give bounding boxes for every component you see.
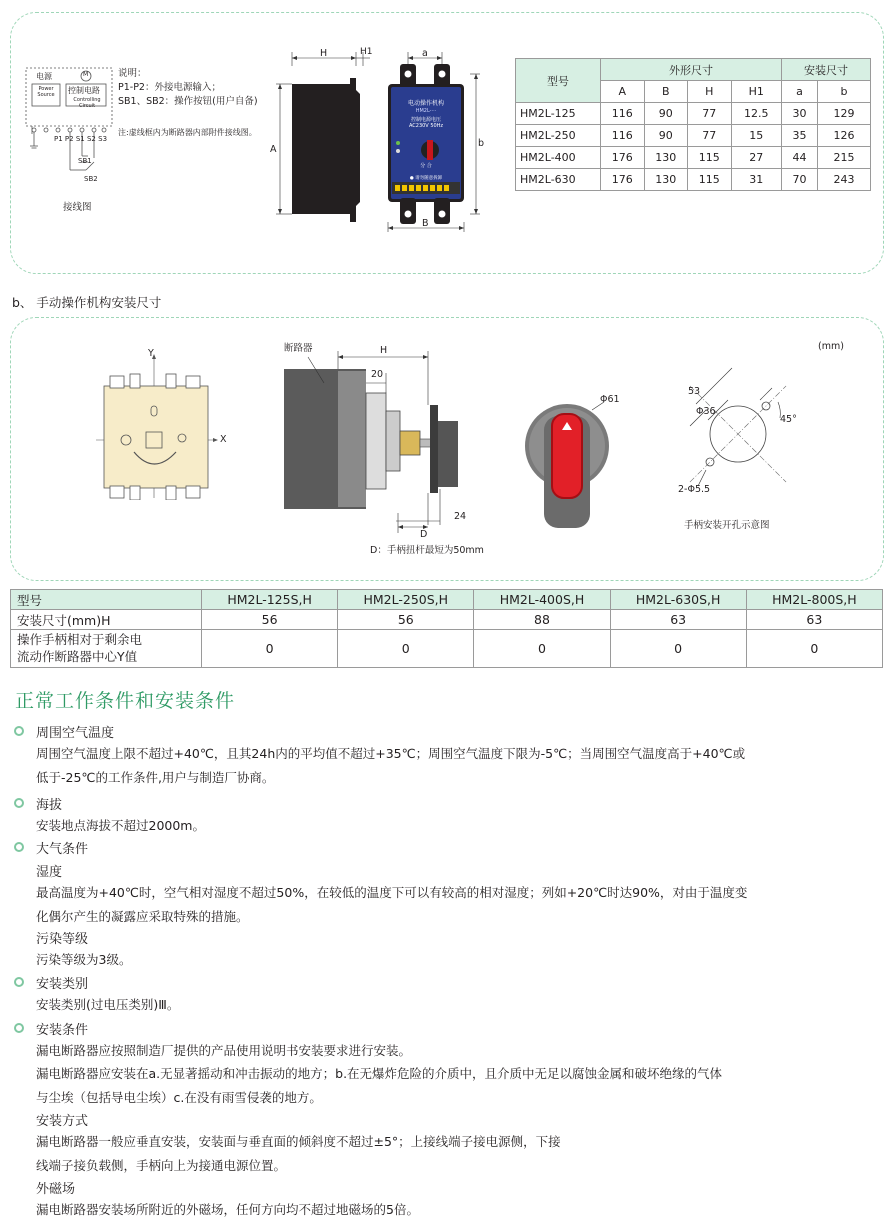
t1-cell: 35	[781, 125, 817, 147]
t1-cell: HM2L-630	[516, 169, 601, 191]
unit-label: (mm)	[818, 341, 844, 352]
altitude-text: 安装地点海拔不超过2000m。	[36, 818, 205, 833]
pollution-text: 污染等级为3级。	[36, 952, 132, 967]
bullet-icon	[14, 1023, 24, 1033]
t2-cell: 0	[202, 630, 338, 668]
control-label-en: Controlling Circuit	[73, 97, 101, 109]
install-text-2: 漏电断路器应安装在a.无显著摇动和冲击振动的地方；b.在无爆炸危险的介质中，且介质中无足以腐蚀金属和破坏绝缘的气体	[36, 1066, 723, 1081]
t1-cell: HM2L-400	[516, 147, 601, 169]
atmosphere-heading: 大气条件	[36, 842, 89, 857]
t2-row1-label: 安装尺寸(mm)H	[11, 610, 202, 630]
manual-operator-table	[10, 589, 883, 668]
temp-text-1: 周围空气温度上限不超过+40℃，且其24h内的平均值不超过+35℃；周围空气温度下限为-5℃；当周围空气温度高于+40℃或	[36, 746, 746, 761]
section-b-title: b、 手动操作机构安装尺寸	[12, 295, 162, 310]
t2-head-cell: HM2L-630S,H	[610, 590, 746, 610]
t1-cell: 126	[818, 125, 871, 147]
t1-cell: 27	[731, 147, 781, 169]
t1-cell: HM2L-250	[516, 125, 601, 147]
dim-b: b	[478, 138, 485, 149]
t1-sub-H1: H1	[731, 81, 781, 103]
dim-phi61: Φ61	[600, 394, 620, 405]
t2-cell: 63	[610, 610, 746, 630]
t1-cell: 176	[601, 169, 645, 191]
dim-a: a	[422, 48, 428, 59]
t1-cell: 77	[688, 103, 732, 125]
t1-sub-H: H	[688, 81, 732, 103]
t1-cell: 115	[688, 169, 732, 191]
dim-24: 24	[454, 511, 467, 522]
dim-H-side: H	[320, 48, 328, 59]
t2-row2-label	[11, 630, 202, 668]
table-row	[11, 610, 883, 630]
t1-cell: 44	[781, 147, 817, 169]
panel-line-3: AC230V 50Hz	[408, 123, 444, 129]
bullet-icon	[14, 977, 24, 987]
bullet-icon	[14, 842, 24, 852]
t2-head-cell: HM2L-800S,H	[746, 590, 882, 610]
t1-cell: 243	[818, 169, 871, 191]
hole-caption: 手柄安装开孔示意图	[684, 520, 770, 531]
dim-20: 20	[371, 369, 384, 380]
t1-cell: 15	[731, 125, 781, 147]
conditions-title: 正常工作条件和安装条件	[15, 690, 236, 712]
mounting-hole-diagram	[668, 362, 808, 502]
t2-head-cell: HM2L-125S,H	[202, 590, 338, 610]
handle-side-view	[278, 343, 478, 543]
power-label-en: Power Source	[37, 86, 55, 98]
t1-group-install: 安装尺寸	[781, 59, 870, 81]
dim-H-handle: H	[380, 345, 388, 356]
t1-sub-a: a	[781, 81, 817, 103]
mounting-heading: 安装方式	[36, 1114, 89, 1129]
t1-cell: 30	[781, 103, 817, 125]
t1-sub-b: b	[818, 81, 871, 103]
front-view-drawing	[380, 50, 486, 240]
table-row	[516, 169, 871, 191]
motor-symbol: M	[83, 71, 89, 78]
notes-line-2: SB1、SB2：操作按钮(用户自备)	[118, 96, 258, 107]
magnetic-text: 漏电断路器安装场所附近的外磁场，任何方向均不超过地磁场的5倍。	[36, 1202, 419, 1217]
bullet-icon	[14, 726, 24, 736]
dim-A: A	[270, 144, 277, 155]
sb2-label: SB2	[84, 175, 98, 183]
panel-line-1: HM2L-···	[415, 108, 437, 114]
t2-cell: 0	[338, 630, 474, 668]
t1-cell: 116	[601, 125, 645, 147]
install-heading: 安装条件	[36, 1023, 89, 1038]
panel-small: 分 合	[420, 163, 432, 169]
t1-cell: 70	[781, 169, 817, 191]
t2-cell: 63	[746, 610, 882, 630]
note-D: D：手柄扭杆最短为50mm	[370, 545, 484, 556]
t1-sub-A: A	[601, 81, 645, 103]
t2-head-cell: HM2L-400S,H	[474, 590, 610, 610]
dim-phi36: Φ36	[696, 406, 716, 417]
t1-sub-B: B	[644, 81, 688, 103]
t2-cell: 0	[746, 630, 882, 668]
power-label-cn: 电源	[36, 72, 52, 81]
magnetic-heading: 外磁场	[36, 1182, 76, 1197]
breaker-label: 断路器	[284, 343, 313, 354]
table-row	[11, 630, 883, 668]
mounting-text-2: 线端子接负载侧，手柄向上为接通电源位置。	[36, 1158, 287, 1173]
table-row	[516, 103, 871, 125]
install-text-1: 漏电断路器应按照制造厂提供的产品使用说明书安装要求进行安装。	[36, 1043, 412, 1058]
table-row	[516, 125, 871, 147]
bullet-icon	[14, 798, 24, 808]
sb1-label: SB1	[78, 157, 92, 165]
temp-text-2: 低于-25℃的工作条件,用户与制造厂协商。	[36, 770, 275, 785]
handle-front-view	[96, 348, 232, 500]
t2-head-model: 型号	[11, 590, 202, 610]
humidity-text-1: 最高温度为+40℃时，空气相对湿度不超过50%，在较低的温度下可以有较高的相对湿度；列如+20℃时达90%，对由于温度变	[36, 885, 748, 900]
category-text: 安装类别(过电压类别)Ⅲ。	[36, 997, 180, 1012]
t1-cell: 130	[644, 147, 688, 169]
t2-row2-label-2: 流动作断路器中心Y值	[17, 648, 138, 664]
t1-cell: 115	[688, 147, 732, 169]
terminal-p1: P1	[54, 135, 63, 143]
axis-X: X	[220, 434, 227, 445]
t1-cell: 176	[601, 147, 645, 169]
mounting-text-1: 漏电断路器一般应垂直安装，安装面与垂直面的倾斜度不超过±5°；上接线端子接电源侧，下接	[36, 1134, 561, 1149]
wiring-diagram	[22, 62, 114, 192]
control-label-cn: 控制电路	[68, 86, 100, 95]
notes-line-1: P1-P2：外接电源输入；	[118, 82, 221, 93]
terminal-s3: S3	[98, 135, 108, 143]
panel-title: 电动操作机构	[407, 100, 444, 107]
panel-bottom: ● 请勿随意拆卸	[409, 176, 443, 181]
dim-45deg: 45°	[780, 414, 797, 425]
panel-line-2: 控制电源电压	[410, 117, 441, 123]
t2-cell: 56	[338, 610, 474, 630]
dim-holes: 2-Φ5.5	[678, 484, 711, 495]
temp-heading: 周围空气温度	[36, 726, 115, 741]
handle-knob-drawing	[522, 394, 622, 530]
notes-line-3: 注:虚线框内为断路器内部附件接线图。	[118, 128, 257, 137]
notes-title: 说明：	[118, 68, 147, 79]
t1-cell: 215	[818, 147, 871, 169]
t1-cell: 129	[818, 103, 871, 125]
t1-cell: 77	[688, 125, 732, 147]
terminal-p2: P2	[64, 135, 74, 143]
humidity-heading: 湿度	[36, 865, 63, 880]
category-heading: 安装类别	[36, 977, 89, 992]
axis-Y: Y	[148, 348, 154, 359]
t2-row2-label-1: 操作手柄相对于剩余电	[17, 631, 143, 647]
t1-col-model: 型号	[516, 59, 601, 103]
terminal-s1: S1	[75, 135, 85, 143]
dim-B: B	[422, 218, 429, 229]
t1-cell: HM2L-125	[516, 103, 601, 125]
altitude-heading: 海拔	[36, 798, 63, 813]
pollution-heading: 污染等级	[36, 932, 89, 947]
t1-cell: 12.5	[731, 103, 781, 125]
t2-cell: 56	[202, 610, 338, 630]
t1-cell: 90	[644, 103, 688, 125]
humidity-text-2: 化偶尔产生的凝露应采取特殊的措施。	[36, 909, 249, 924]
table-row	[516, 147, 871, 169]
t1-cell: 130	[644, 169, 688, 191]
dim-H1: H1	[360, 47, 373, 57]
install-text-3: 与尘埃（包括导电尘埃）c.在没有雨雪侵袭的地方。	[36, 1090, 322, 1105]
terminal-labels	[54, 135, 107, 143]
t2-cell: 88	[474, 610, 610, 630]
t2-cell: 0	[474, 630, 610, 668]
dim-53: 53	[688, 386, 701, 397]
terminal-s2: S2	[86, 135, 96, 143]
t2-cell: 0	[610, 630, 746, 668]
side-profile-drawing	[268, 47, 376, 240]
t1-cell: 90	[644, 125, 688, 147]
t2-head-cell: HM2L-250S,H	[338, 590, 474, 610]
dimension-table-a	[515, 58, 871, 191]
wiring-caption: 接线图	[63, 202, 92, 213]
t1-cell: 31	[731, 169, 781, 191]
t1-group-outer: 外形尺寸	[601, 59, 782, 81]
t1-cell: 116	[601, 103, 645, 125]
dim-D: D	[420, 529, 428, 540]
